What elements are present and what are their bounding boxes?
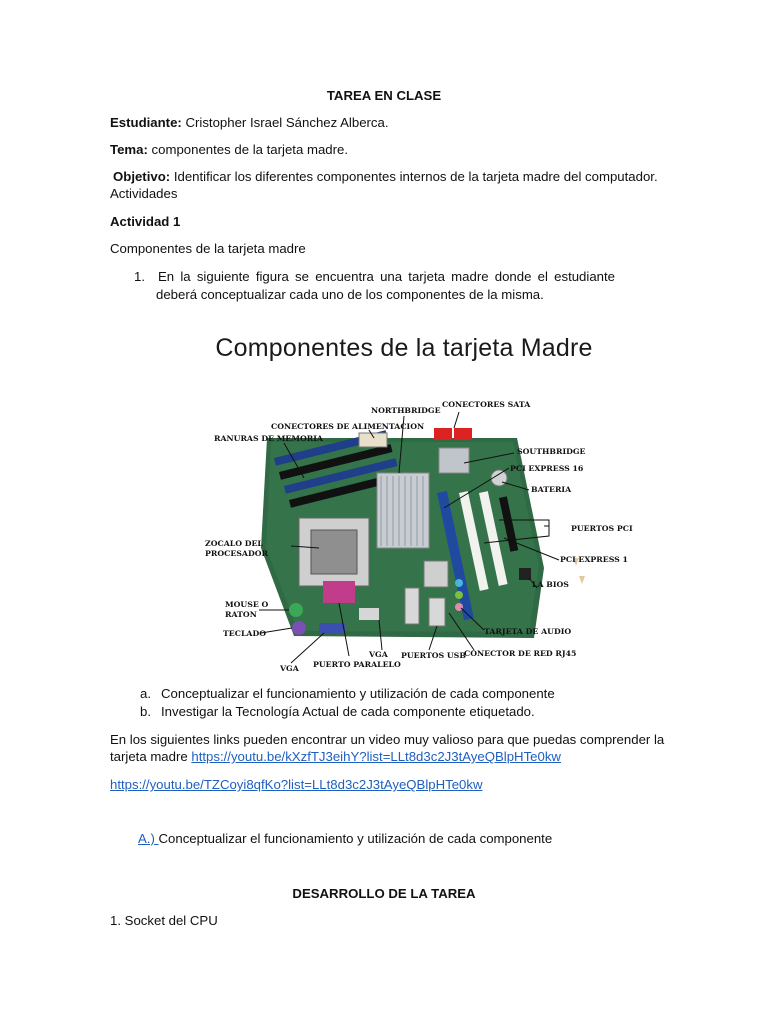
label-puertos-usb: PUERTOS USB: [401, 651, 466, 660]
southbridge-chip: [439, 448, 469, 473]
list-item-1-number: 1.: [134, 269, 145, 284]
label-mouse-1: MOUSE O: [225, 600, 269, 609]
arrow-hint-2: [579, 576, 585, 584]
topic-value: componentes de la tarjeta madre.: [147, 142, 348, 157]
objective-value: Identificar los diferentes componentes internos de la tarjeta madre del computador.: [170, 169, 658, 184]
label-teclado: TECLADO: [223, 629, 267, 638]
links-intro-text: tarjeta madre: [110, 749, 192, 764]
label-ranuras-memoria: RANURAS DE MEMORIA: [214, 434, 323, 443]
objective-label: Objetivo:: [113, 169, 171, 184]
links-intro-line1: En los siguientes links pueden encontrar un video muy valioso para que puedas comprender la: [110, 732, 665, 747]
label-pci-express-16: PCI EXPRESS 16: [510, 464, 584, 473]
label-zocalo-1: ZOCALO DEL: [205, 539, 263, 548]
video-link-2-line: [110, 776, 483, 793]
label-southbridge: SOUTHBRIDGE: [517, 447, 586, 456]
sub-item-b-text: Investigar la Tecnología Actual de cada componente etiquetado.: [161, 704, 535, 719]
northbridge-heatsink: [377, 473, 429, 548]
label-puerto-paralelo: PUERTO PARALELO: [313, 660, 401, 669]
objective-continuation: Actividades: [110, 186, 178, 201]
sata-connector-2: [454, 428, 472, 440]
label-conectores-alimentacion: CONECTORES DE ALIMENTACION: [271, 422, 425, 431]
links-intro-line2: [110, 748, 561, 765]
power-connector: [359, 433, 387, 447]
label-conectores-sata: CONECTORES SATA: [442, 400, 531, 409]
activity-heading: Actividad 1: [110, 214, 181, 229]
section-a-text: Conceptualizar el funcionamiento y utilización de cada componente: [158, 831, 553, 846]
development-heading: DESARROLLO DE LA TAREA: [292, 886, 476, 901]
section-a-link[interactable]: A.): [138, 831, 159, 846]
topic-label: Tema:: [110, 142, 148, 157]
label-vga-right: VGA: [369, 650, 388, 659]
cpu-socket: [299, 518, 369, 586]
document-title: TAREA EN CLASE: [326, 88, 442, 103]
topic-line: [110, 141, 348, 158]
label-conector-red: CONECTOR DE RED RJ45: [464, 649, 577, 658]
objective-line: [113, 168, 658, 185]
label-la-bios: LA BIOS: [532, 580, 569, 589]
motherboard-figure: [199, 398, 633, 673]
figure-title: Componentes de la tarjeta Madre: [215, 334, 593, 362]
list-item-1-line1: En la siguiente figura se encuentra una tarjeta madre donde el estudiante: [158, 269, 615, 284]
sub-item-a-text: Conceptualizar el funcionamiento y utilización de cada componente: [161, 686, 555, 701]
label-pci-express-1: PCI EXPRESS 1: [560, 555, 628, 564]
sub-item-b-marker: b.: [140, 704, 151, 719]
student-line: [110, 114, 389, 131]
video-link-1[interactable]: https://youtu.be/kXzfTJ3eihY?list=LLt8d3c2J3tAyeQBlpHTe0kw: [191, 749, 561, 764]
label-mouse-2: RATON: [225, 610, 257, 619]
sub-item-a-marker: a.: [140, 686, 151, 701]
label-zocalo-2: PROCESADOR: [205, 549, 268, 558]
sata-connector: [434, 428, 452, 440]
label-tarjeta-audio: TARJETA DE AUDIO: [484, 627, 572, 636]
list-item-1-line2: deberá conceptualizar cada uno de los componentes de la misma.: [156, 287, 544, 302]
label-bateria: BATERIA: [531, 485, 572, 494]
label-northbridge: NORTHBRIDGE: [371, 406, 441, 415]
video-link-2[interactable]: https://youtu.be/TZCoyi8qfKo?list=LLt8d3c2J3tAyeQBlpHTe0kw: [110, 777, 483, 792]
student-name: Cristopher Israel Sánchez Alberca.: [181, 115, 389, 130]
socket-item: 1. Socket del CPU: [110, 913, 218, 928]
label-vga-left: VGA: [280, 664, 299, 673]
activity-subtitle: Componentes de la tarjeta madre: [110, 241, 306, 256]
section-a-line: [138, 830, 552, 847]
label-puertos-pci: PUERTOS PCI: [571, 524, 633, 533]
student-label: Estudiante:: [110, 115, 182, 130]
